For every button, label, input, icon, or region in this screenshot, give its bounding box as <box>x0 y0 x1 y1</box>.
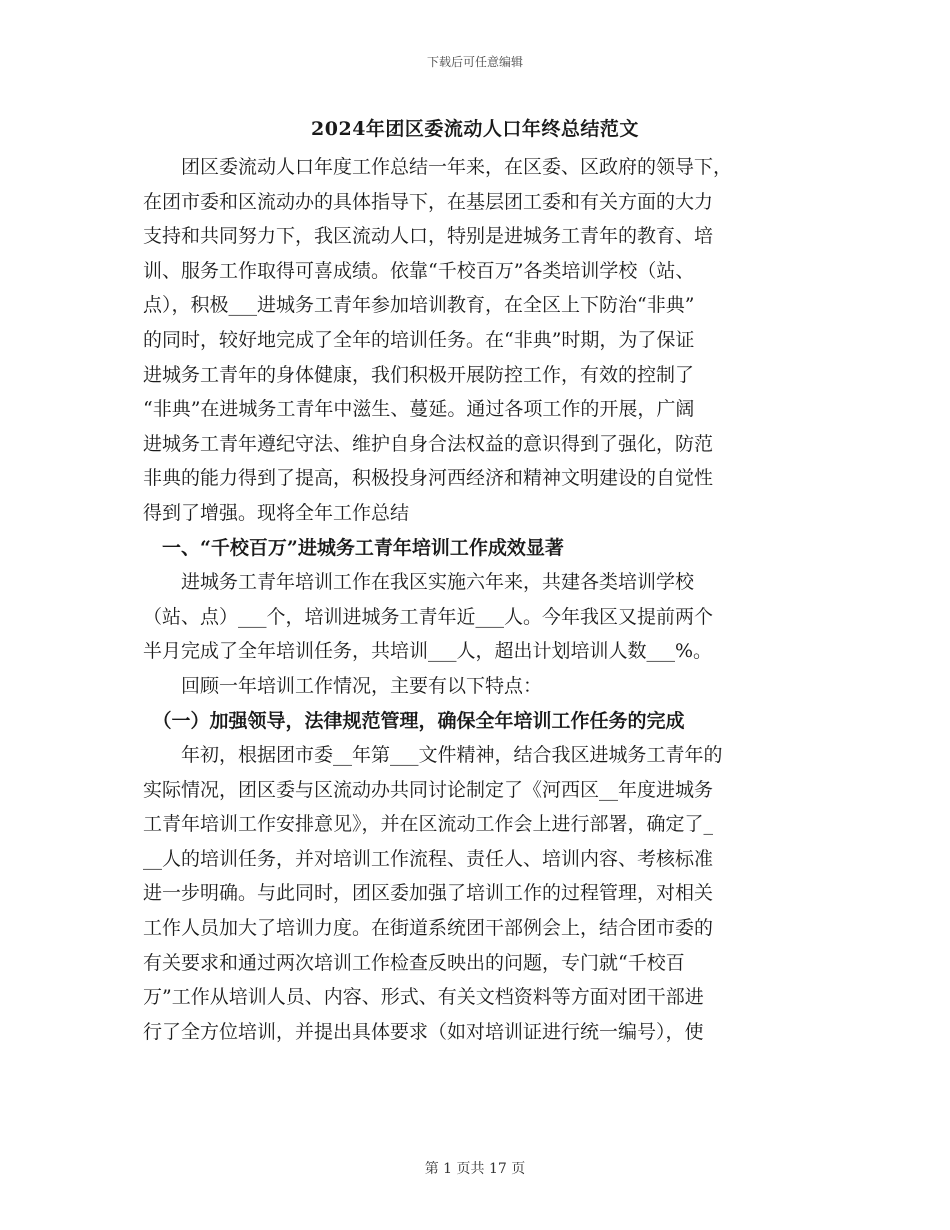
body-text-line: 训、服务工作取得可喜成绩。依靠“千校百万”各类培训学校（站、 <box>143 259 695 282</box>
body-text-line: 回顾一年培训工作情况，主要有以下特点： <box>143 674 543 697</box>
body-text-line: 有关要求和通过两次培训工作检查反映出的问题，专门就“千校百 <box>143 951 685 974</box>
page-footer: 第 1 页共 17 页 <box>424 1161 526 1177</box>
body-text-line: 工青年培训工作安排意见》，并在区流动工作会上进行部署，确定了_ <box>143 813 714 836</box>
section-heading-line: （一）加强领导，法律规范管理，确保全年培训工作任务的完成 <box>143 709 685 732</box>
body-text-line: 万”工作从培训人员、内容、形式、有关文档资料等方面对团干部进 <box>143 986 704 1009</box>
body-text-line: 的同时，较好地完成了全年的培训任务。在“非典”时期，为了保证 <box>143 328 695 351</box>
body-text-line: 点），积极___进城务工青年参加培训教育，在全区上下防治“非典” <box>143 294 695 317</box>
body-text-line: “非典”在进城务工青年中滋生、蔓延。通过各项工作的开展，广阔 <box>143 398 695 421</box>
body-text-line: 进一步明确。与此同时，团区委加强了培训工作的过程管理，对相关 <box>143 882 714 905</box>
body-text-line: （站、点）___个，培训进城务工青年近___人。今年我区又提前两个 <box>143 605 714 628</box>
body-text-line: 年初，根据团市委__年第___文件精神，结合我区进城务工青年的 <box>143 744 723 767</box>
document-title: 2024年团区委流动人口年终总结范文 <box>311 118 639 140</box>
body-text-line: __人的培训任务，并对培训工作流程、责任人、培训内容、考核标准 <box>143 847 714 870</box>
body-text-line: 非典的能力得到了提高，积极投身河西经济和精神文明建设的自觉性 <box>143 467 714 490</box>
body-text-line: 在团市委和区流动办的具体指导下，在基层团工委和有关方面的大力 <box>143 190 714 213</box>
document-body <box>143 150 811 1049</box>
body-text-line: 进城务工青年遵纪守法、维护自身合法权益的意识得到了强化，防范 <box>143 432 714 455</box>
section-heading-line: 一、“千校百万”进城务工青年培训工作成效显著 <box>143 536 564 559</box>
body-text-line: 支持和共同努力下，我区流动人口，特别是进城务工青年的教育、培 <box>143 225 714 248</box>
body-text-line: 实际情况，团区委与区流动办共同讨论制定了《河西区__年度进城务 <box>143 778 714 801</box>
body-text-line: 行了全方位培训，并提出具体要求（如对培训证进行统一编号），使 <box>143 1020 704 1043</box>
body-text-line: 得到了增强。现将全年工作总结 <box>143 501 410 524</box>
body-text-line: 进城务工青年的身体健康，我们积极开展防控工作，有效的控制了 <box>143 363 695 386</box>
body-text-line: 工作人员加大了培训力度。在街道系统团干部例会上，结合团市委的 <box>143 917 714 940</box>
body-text-line: 半月完成了全年培训任务，共培训___人，超出计划培训人数___%。 <box>143 640 713 663</box>
body-text-line: 团区委流动人口年度工作总结一年来，在区委、区政府的领导下， <box>143 156 733 178</box>
header-note: 下载后可任意编辑 <box>426 55 523 69</box>
body-text-line: 进城务工青年培训工作在我区实施六年来，共建各类培训学校 <box>143 571 695 594</box>
